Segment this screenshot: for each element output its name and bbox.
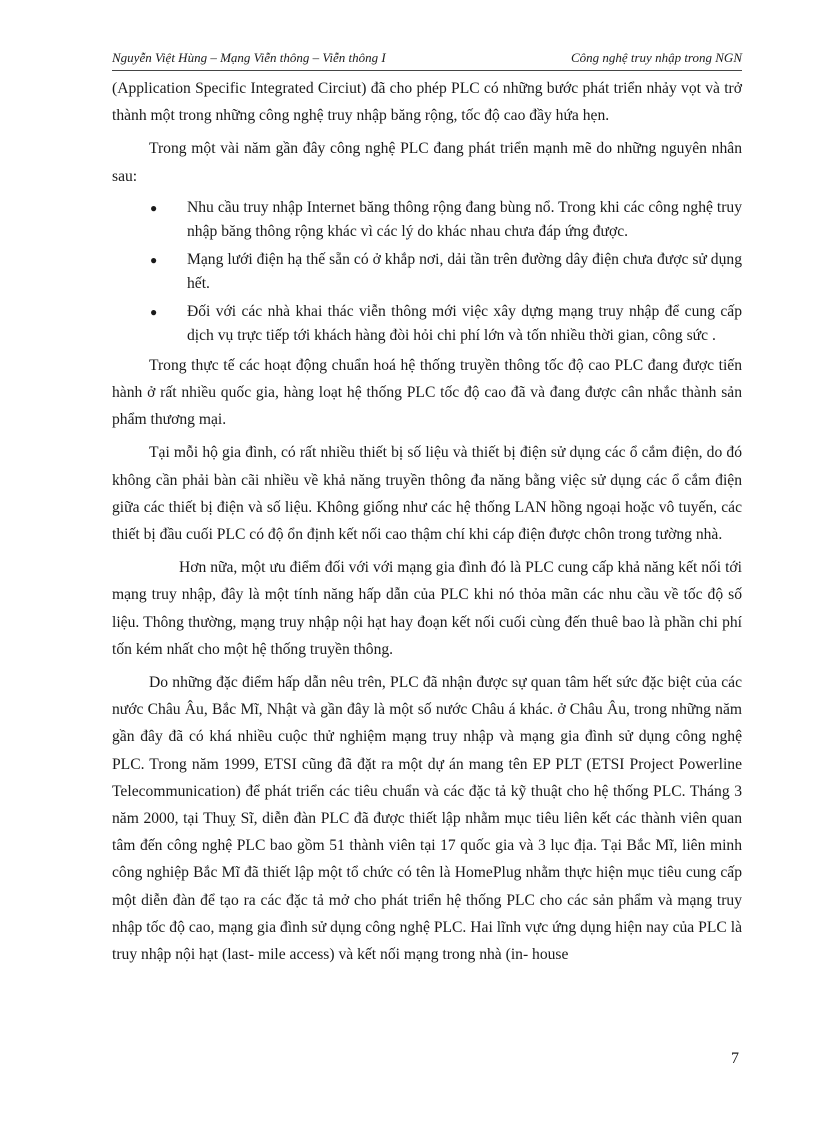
header-divider bbox=[112, 70, 742, 71]
paragraph-3: Trong thực tế các hoạt động chuẩn hoá hệ thống truyền thông tốc độ cao PLC đang được tiến hành ở rất nhiều quốc gia, hàng loạt hệ thống PLC tốc độ cao đã và đang được cân nhắc thành sản phẩm thương mại. bbox=[112, 356, 742, 429]
paragraph-1: (Application Specific Integrated Circiut) đã cho phép PLC có những bước phát triển nhảy vọt và trở thành một trong những công nghệ truy nhập băng rộng, tốc độ cao đầy hứa hẹn. bbox=[112, 80, 742, 125]
header-chapter-title: Công nghệ truy nhập trong NGN bbox=[570, 50, 742, 65]
list-item bbox=[150, 196, 742, 245]
list-item bbox=[150, 248, 742, 297]
list-item bbox=[150, 300, 742, 349]
page-number: 7 bbox=[731, 1050, 739, 1067]
paragraph-2: Trong một vài năm gần đây công nghệ PLC đang phát triển mạnh mẽ do những nguyên nhân sau: bbox=[112, 140, 742, 185]
document-body bbox=[112, 75, 742, 974]
paragraph-4: Tại mỗi hộ gia đình, có rất nhiều thiết bị số liệu và thiết bị điện sử dụng các ổ cắm điện, do đó không cần phải bàn cãi nhiều về khả năng truyền thông đa năng bằng việc sử dụng các ổ cắm điện giữa các thiết bị điện và số liệu. Không giống như các hệ thống LAN hồng ngoại hoặc vô tuyến, các thiết bị đầu cuối PLC có độ ổn định kết nối cao thậm chí khi cáp điện được chôn trong tường nhà. bbox=[112, 444, 742, 544]
bullet-icon: ● bbox=[150, 304, 158, 319]
list-item-text: Đối với các nhà khai thác viễn thông mới việc xây dựng mạng truy nhập để cung cấp dịch vụ trực tiếp tới khách hàng đòi hỏi chi phí lớn và tốn nhiều thời gian, công sức . bbox=[187, 302, 742, 345]
list-item-text: Mạng lưới điện hạ thế sẵn có ở khắp nơi, dải tần trên đường dây điện chưa được sử dụng hết. bbox=[187, 250, 742, 293]
bullet-icon: ● bbox=[150, 252, 158, 267]
paragraph-5: Hơn nữa, một ưu điểm đối với với mạng gia đình đó là PLC cung cấp khả năng kết nối tới mạng truy nhập, đây là một tính năng hấp dẫn của PLC khi nó thỏa mãn các nhu cầu về tốc độ số liệu. Thông thường, mạng truy nhập nội hạt hay đoạn kết nối cuối cùng đến thuê bao là phần chi phí tốn kém nhất cho một hệ thống truyền thông. bbox=[112, 559, 742, 658]
page-header bbox=[112, 50, 742, 72]
reasons-list bbox=[112, 196, 742, 349]
list-item-text: Nhu cầu truy nhập Internet băng thông rộng đang bùng nổ. Trong khi các công nghệ truy nhập băng thông rộng khác vì các lý do khác nhau chưa đáp ứng được. bbox=[187, 198, 742, 241]
paragraph-6: Do những đặc điểm hấp dẫn nêu trên, PLC đã nhận được sự quan tâm hết sức đặc biệt của các nước Châu Âu, Bắc Mĩ, Nhật và gần đây là một số nước Châu á khác. ở Châu Âu, trong những năm gần đây đã có khá nhiều cuộc thử nghiệm mạng truy nhập và mạng gia đình sử dụng công nghệ PLC. Trong năm 1999, ETSI cũng đã đặt ra một dự án mang tên EP PLT (ETSI Project Powerline Telecommunication) để phát triển các tiêu chuẩn và các đặc tả kỹ thuật cho hệ thống PLC. Tháng 3 năm 2000, tại Thuỵ Sĩ, diễn đàn PLC đã được thiết lập nhằm mục tiêu liên kết các thành viên quan tâm đến công nghệ PLC bao gồm 51 thành viên tại 17 quốc gia và 3 lục địa. Tại Bắc Mĩ, liên minh công nghiệp Bắc Mĩ đã thiết lập một tổ chức có tên là HomePlug nhằm thực hiện mục tiêu cung cấp một diễn đàn để tạo ra các đặc tả mở cho phát triển hệ thống PLC cho các sản phẩm và mạng truy nhập tốc độ cao, mạng gia đình sử dụng công nghệ PLC. Hai lĩnh vực ứng dụng hiện nay của PLC là truy nhập nội hạt (last- mile access) và kết nối mạng trong nhà (in- house bbox=[112, 674, 742, 964]
header-author: Nguyễn Việt Hùng – Mạng Viễn thông – Viễn thông I bbox=[112, 50, 386, 65]
bullet-icon: ● bbox=[150, 200, 158, 215]
